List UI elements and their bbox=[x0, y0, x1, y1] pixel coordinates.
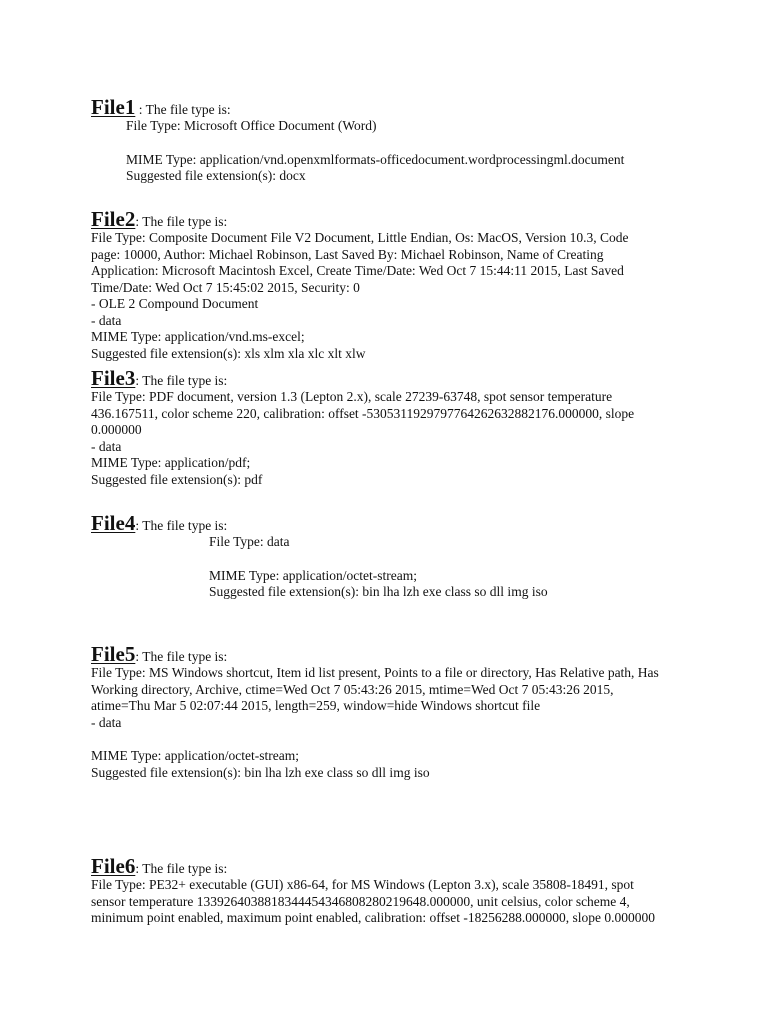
file2-file-type-line: Time/Date: Wed Oct 7 15:45:02 2015, Security: 0 bbox=[91, 279, 360, 295]
file6-heading bbox=[91, 855, 691, 877]
file3-extra-data: - data bbox=[91, 438, 122, 454]
file6-file-type-line: sensor temperature 13392640388183444543468082802196​48.000000, unit celsius, color scheme 4, bbox=[91, 893, 630, 909]
file2-extra-data: - data bbox=[91, 312, 122, 328]
file4-heading bbox=[91, 512, 691, 534]
file5-heading-suffix: : The file type is: bbox=[135, 649, 228, 664]
file4-extensions: Suggested file extension(s): bin lha lzh exe class so dll img iso bbox=[209, 584, 548, 599]
file6-name: File6 bbox=[91, 854, 136, 878]
file1-mime-type: MIME Type: application/vnd.openxmlformats-officedocument.wordprocessingml.document bbox=[126, 151, 625, 167]
file1-heading-suffix: : The file type is: bbox=[135, 102, 231, 117]
file3-heading bbox=[91, 367, 691, 389]
file2-heading-suffix: : The file type is: bbox=[135, 214, 228, 229]
file2-extra-ole: - OLE 2 Compound Document bbox=[91, 296, 259, 311]
file2-heading bbox=[91, 208, 691, 230]
file3-heading-suffix: : The file type is: bbox=[135, 373, 228, 388]
file2-section bbox=[91, 208, 691, 362]
file4-mime-type: MIME Type: application/octet-stream; bbox=[209, 567, 417, 583]
file5-section bbox=[91, 643, 691, 781]
file6-file-type-line: File Type: PE32+ executable (GUI) x86-64, for MS Windows (Lepton 3.x), scale 35808-18491, spot bbox=[91, 877, 634, 892]
file4-file-type: File Type: data bbox=[209, 534, 290, 549]
file1-extensions: Suggested file extension(s): docx bbox=[126, 168, 306, 183]
file2-file-type-line: File Type: Composite Document File V2 Document, Little Endian, Os: MacOS, Version 10.3, Code bbox=[91, 230, 629, 245]
file2-file-type-line: Application: Microsoft Macintosh Excel, Create Time/Date: Wed Oct 7 15:44:11 2015, Last Saved bbox=[91, 263, 624, 278]
file5-file-type-line: Working directory, Archive, ctime=Wed Oct 7 05:43:26 2015, mtime=Wed Oct 7 05:43:26 2015, bbox=[91, 681, 614, 697]
file5-name: File5 bbox=[91, 642, 136, 666]
file3-extensions: Suggested file extension(s): pdf bbox=[91, 471, 263, 487]
file2-name: File2 bbox=[91, 207, 136, 231]
file3-section bbox=[91, 367, 691, 488]
file2-mime-type: MIME Type: application/vnd.ms-excel; bbox=[91, 329, 305, 344]
file5-file-type-line: atime=Thu Mar 5 02:07:44 2015, length=259, window=hide Windows shortcut file bbox=[91, 698, 541, 713]
file4-heading-suffix: : The file type is: bbox=[135, 518, 228, 533]
file6-heading-suffix: : The file type is: bbox=[135, 861, 228, 876]
file5-extra-data: - data bbox=[91, 714, 122, 730]
file1-file-type: File Type: Microsoft Office Document (Word) bbox=[126, 118, 377, 133]
file3-file-type-line: 436.167511, color scheme 220, calibration: offset -5305311929797764262632882176.000000, slope bbox=[91, 405, 635, 421]
file5-extensions: Suggested file extension(s): bin lha lzh exe class so dll img iso bbox=[91, 764, 430, 780]
file6-file-type-line: minimum point enabled, maximum point enabled, calibration: offset -18256288.000000, slope 0.000000 bbox=[91, 910, 656, 925]
file1-heading bbox=[91, 96, 691, 118]
file5-heading bbox=[91, 643, 691, 665]
file1-name: File1 bbox=[91, 95, 136, 119]
file2-extensions: Suggested file extension(s): xls xlm xla xlc xlt xlw bbox=[91, 345, 366, 361]
file3-file-type-line: 0.000000 bbox=[91, 422, 142, 437]
file1-section bbox=[91, 96, 691, 185]
file5-mime-type: MIME Type: application/octet-stream; bbox=[91, 748, 299, 763]
file5-file-type-line: File Type: MS Windows shortcut, Item id list present, Points to a file or directory, Has Relative path, Has bbox=[91, 665, 659, 680]
file3-mime-type: MIME Type: application/pdf; bbox=[91, 455, 251, 470]
file6-section bbox=[91, 855, 691, 927]
file3-name: File3 bbox=[91, 366, 136, 390]
file3-file-type-line: File Type: PDF document, version 1.3 (Lepton 2.x), scale 27239-63748, spot sensor temperature bbox=[91, 389, 613, 404]
file4-name: File4 bbox=[91, 511, 136, 535]
file4-section bbox=[91, 512, 691, 601]
file2-file-type-line: page: 10000, Author: Michael Robinson, Last Saved By: Michael Robinson, Name of Creating bbox=[91, 246, 604, 262]
